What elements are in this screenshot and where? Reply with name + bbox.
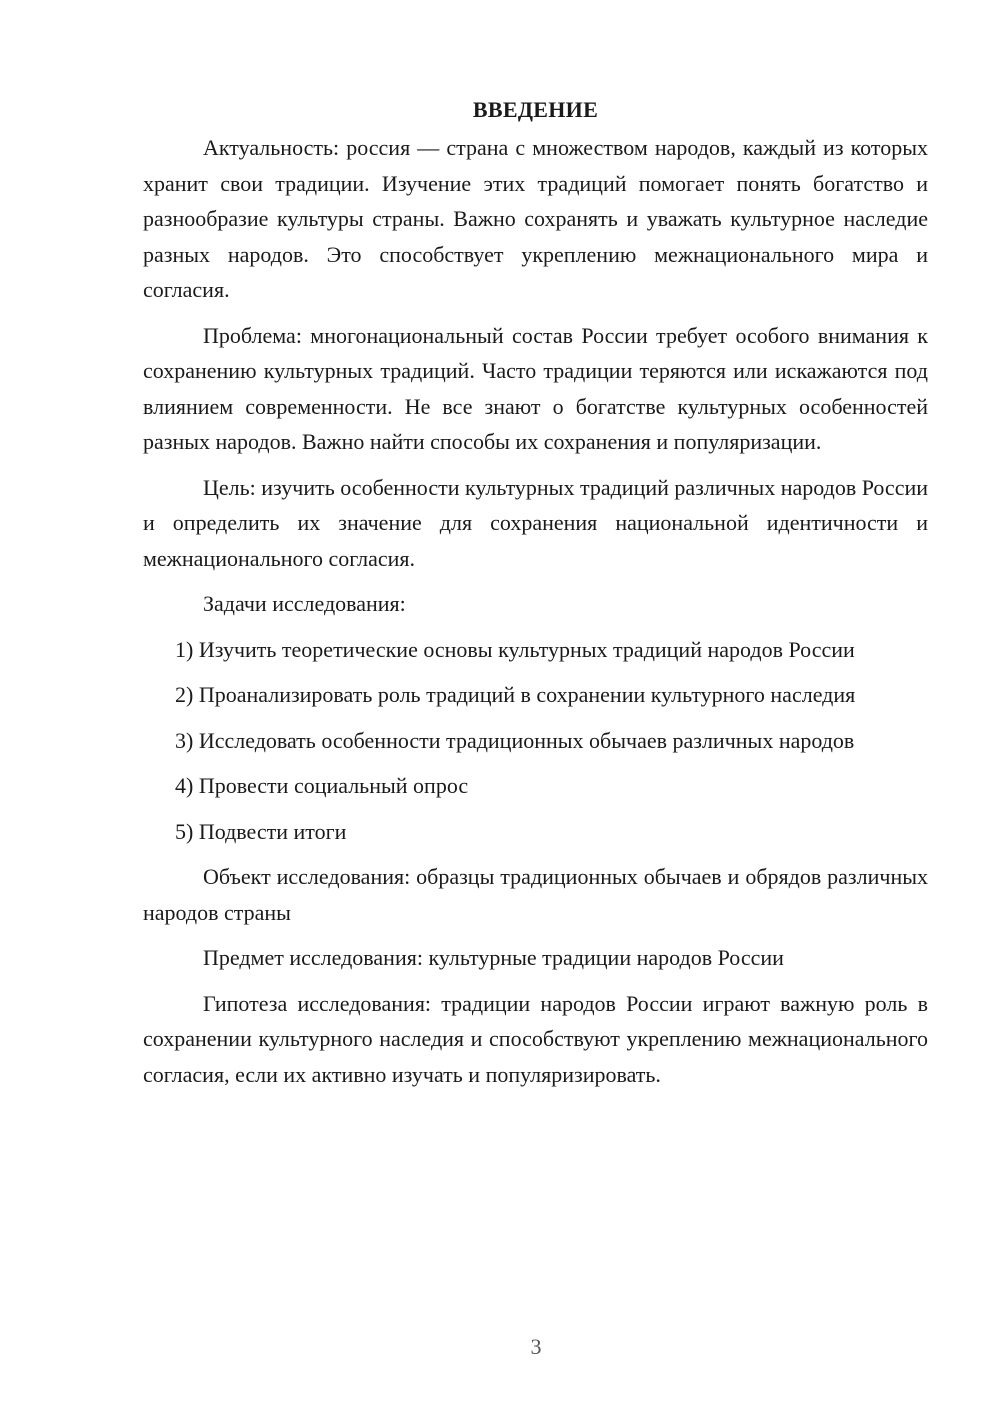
hypothesis-paragraph: Гипотеза исследования: традиции народов России играют важную роль в сохранении культурного наследия и способствуют укреплению межнационального согласия, если их активно изучать и популяризировать. xyxy=(143,990,928,1087)
task-item-3: 3) Исследовать особенности традиционных обычаев различных народов xyxy=(175,727,855,753)
relevance-paragraph: Актуальность: россия — страна с множеством народов, каждый из которых хранит свои традиции. Изучение этих традиций помогает понять богатство и разнообразие культуры страны. Важно сохранять и уважать культурное наследие разных народов. Это способствует укреплению межнационального мира и согласия. xyxy=(143,135,928,302)
object-paragraph: Объект исследования: образцы традиционных обычаев и обрядов различных народов страны xyxy=(143,864,928,925)
task-item-4: 4) Провести социальный опрос xyxy=(175,773,469,798)
tasks-list xyxy=(143,632,928,850)
goal-paragraph: Цель: изучить особенности культурных традиций различных народов России и определить их значение для сохранения национальной идентичности и межнационального согласия. xyxy=(143,474,929,571)
section-title: ВВЕДЕНИЕ xyxy=(472,97,599,122)
task-item-1: 1) Изучить теоретические основы культурных традиций народов России xyxy=(175,636,855,662)
task-item-2: 2) Проанализировать роль традиций в сохранении культурного наследия xyxy=(175,682,856,707)
subject-paragraph: Предмет исследования: культурные традиции народов России xyxy=(203,945,784,970)
problem-paragraph: Проблема: многонациональный состав России требует особого внимания к сохранению культурных традиций. Часто традиции теряются или искажаются под влиянием современности. Не все знают о богатстве культурных особенностей разных народов. Важно найти способы их сохранения и популяризации. xyxy=(143,322,928,454)
tasks-heading: Задачи исследования: xyxy=(203,591,406,616)
page-number: 3 xyxy=(530,1334,542,1359)
task-item-5: 5) Подвести итоги xyxy=(175,818,347,844)
document-page xyxy=(143,92,928,1102)
